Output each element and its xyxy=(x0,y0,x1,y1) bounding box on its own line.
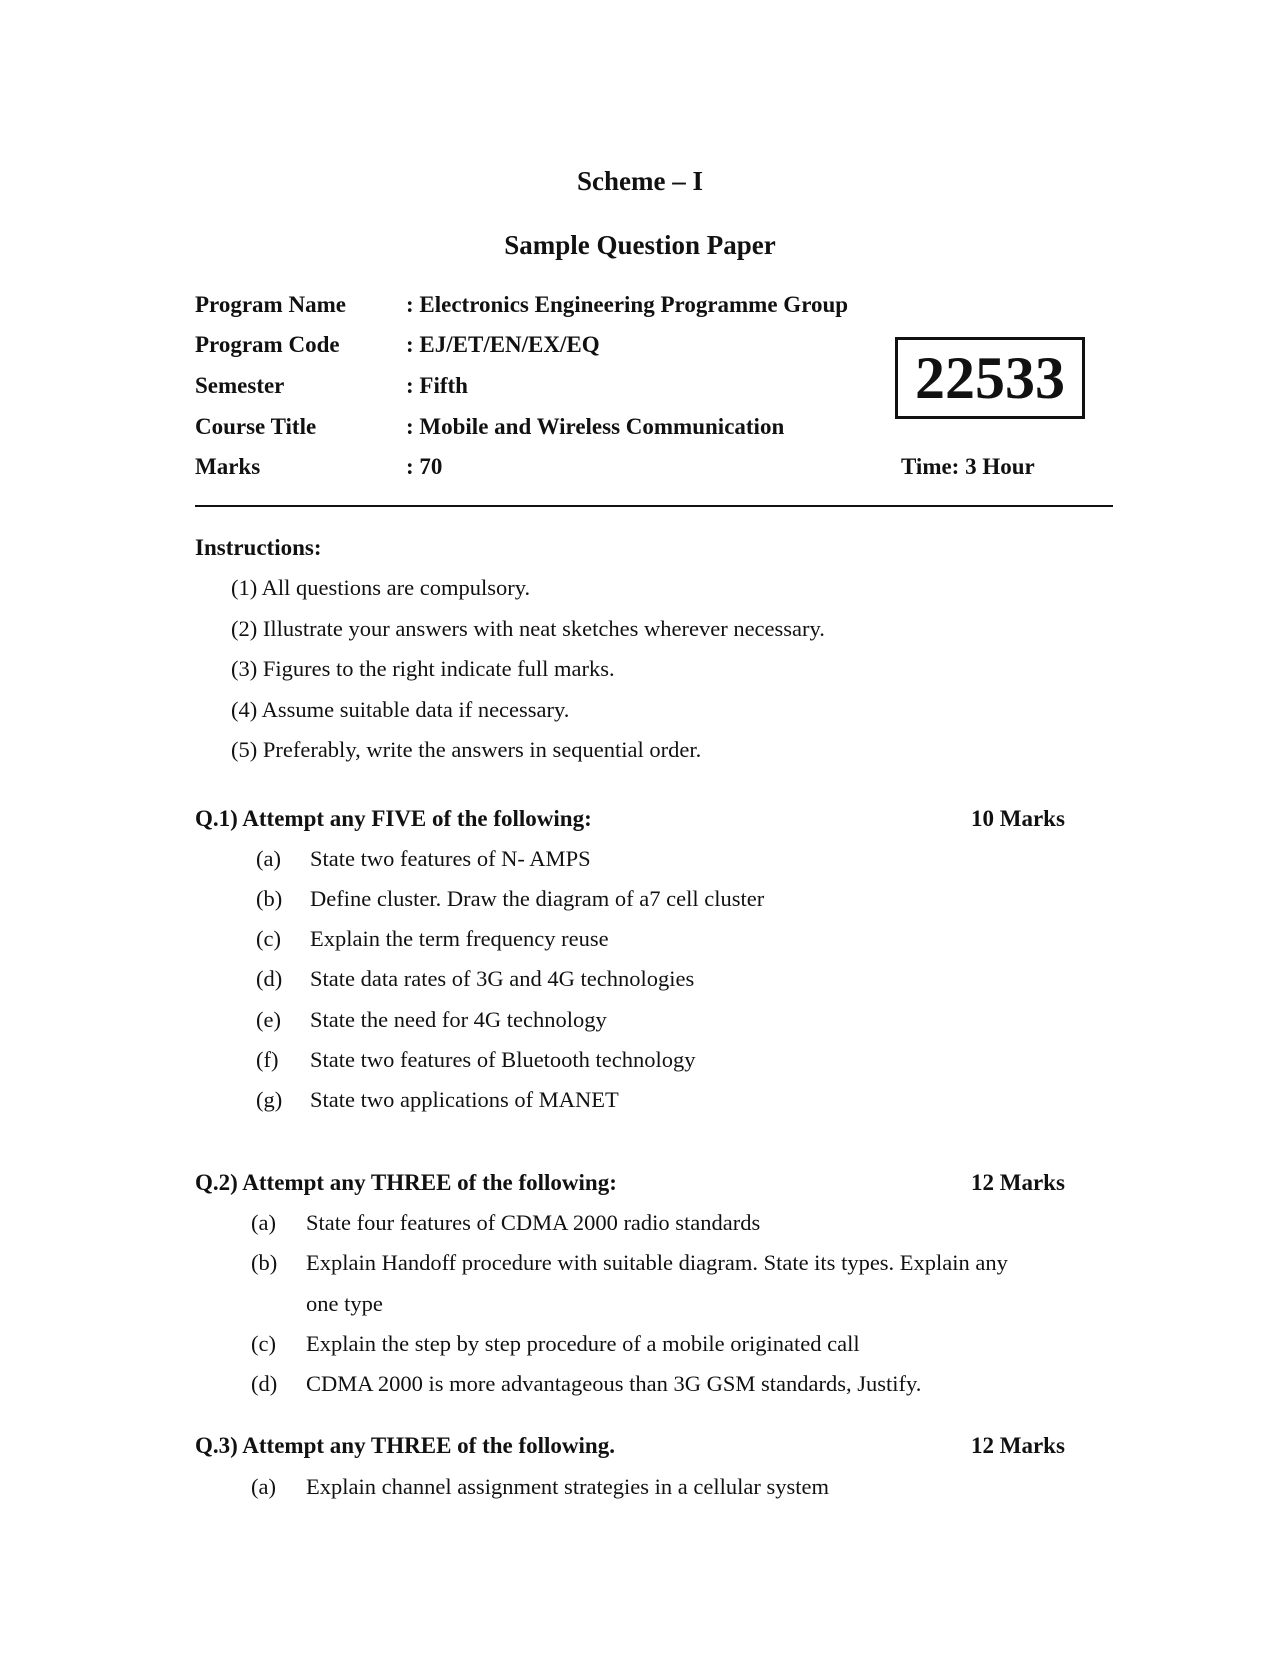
paper-title: Sample Question Paper xyxy=(504,230,776,260)
semester-label: Semester xyxy=(195,373,285,398)
question-item-text: State four features of CDMA 2000 radio standards xyxy=(306,1210,761,1235)
question-item-label: (c) xyxy=(256,926,281,951)
instruction-item: (1) All questions are compulsory. xyxy=(231,575,531,600)
question-item-text-continued: one type xyxy=(306,1291,383,1316)
program-name-value: : Electronics Engineering Programme Group xyxy=(406,292,849,317)
question-item-label: (c) xyxy=(251,1331,276,1356)
question-item-text: Explain the step by step procedure of a mobile originated call xyxy=(306,1331,860,1356)
exam-time: Time: 3 Hour xyxy=(901,454,1035,479)
scheme-title: Scheme – I xyxy=(577,166,703,196)
question-item-label: (d) xyxy=(251,1371,278,1396)
question-2-marks: 12 Marks xyxy=(971,1170,1065,1195)
question-item-text: State two features of Bluetooth technology xyxy=(310,1047,696,1072)
question-item-text: Explain channel assignment strategies in a cellular system xyxy=(306,1474,829,1499)
question-item-text: State the need for 4G technology xyxy=(310,1007,607,1032)
instruction-item: (4) Assume suitable data if necessary. xyxy=(231,697,570,722)
question-item-text: Define cluster. Draw the diagram of a7 cell cluster xyxy=(310,886,765,911)
question-item-label: (a) xyxy=(251,1474,276,1499)
marks-value: : 70 xyxy=(406,454,443,479)
instructions-heading: Instructions: xyxy=(195,535,322,560)
question-item-text: State data rates of 3G and 4G technologies xyxy=(310,966,695,991)
question-3-heading: Q.3) Attempt any THREE of the following. xyxy=(195,1433,615,1458)
question-2-heading: Q.2) Attempt any THREE of the following: xyxy=(195,1170,617,1195)
question-1-heading: Q.1) Attempt any FIVE of the following: xyxy=(195,806,592,831)
question-item-label: (d) xyxy=(256,966,283,991)
question-item-text: State two features of N- AMPS xyxy=(310,846,591,871)
question-item-label: (f) xyxy=(256,1047,279,1072)
marks-label: Marks xyxy=(195,454,261,479)
question-1-marks: 10 Marks xyxy=(971,806,1065,831)
question-item-label: (a) xyxy=(251,1210,276,1235)
program-code-label: Program Code xyxy=(195,332,340,357)
course-code-box xyxy=(895,337,1085,419)
question-item-text: Explain the term frequency reuse xyxy=(310,926,609,951)
question-3-marks: 12 Marks xyxy=(971,1433,1065,1458)
course-title-label: Course Title xyxy=(195,414,317,439)
instruction-item: (5) Preferably, write the answers in sequential order. xyxy=(231,737,702,762)
question-item-label: (b) xyxy=(251,1250,278,1275)
question-item-text: CDMA 2000 is more advantageous than 3G GSM standards, Justify. xyxy=(306,1371,922,1396)
program-code-value: : EJ/ET/EN/EX/EQ xyxy=(406,332,600,357)
semester-value: : Fifth xyxy=(406,373,468,398)
question-item-text: Explain Handoff procedure with suitable diagram. State its types. Explain any xyxy=(306,1250,1008,1275)
instruction-item: (2) Illustrate your answers with neat sketches wherever necessary. xyxy=(231,616,825,641)
course-title-value: : Mobile and Wireless Communication xyxy=(406,414,785,439)
program-name-label: Program Name xyxy=(195,292,346,317)
course-code: 22533 xyxy=(915,344,1065,411)
question-item-label: (b) xyxy=(256,886,283,911)
header-divider xyxy=(195,505,1113,507)
question-item-label: (g) xyxy=(256,1087,283,1112)
question-item-label: (a) xyxy=(256,846,281,871)
question-item-text: State two applications of MANET xyxy=(310,1087,619,1112)
question-item-label: (e) xyxy=(256,1007,281,1032)
instruction-item: (3) Figures to the right indicate full marks. xyxy=(231,656,615,681)
